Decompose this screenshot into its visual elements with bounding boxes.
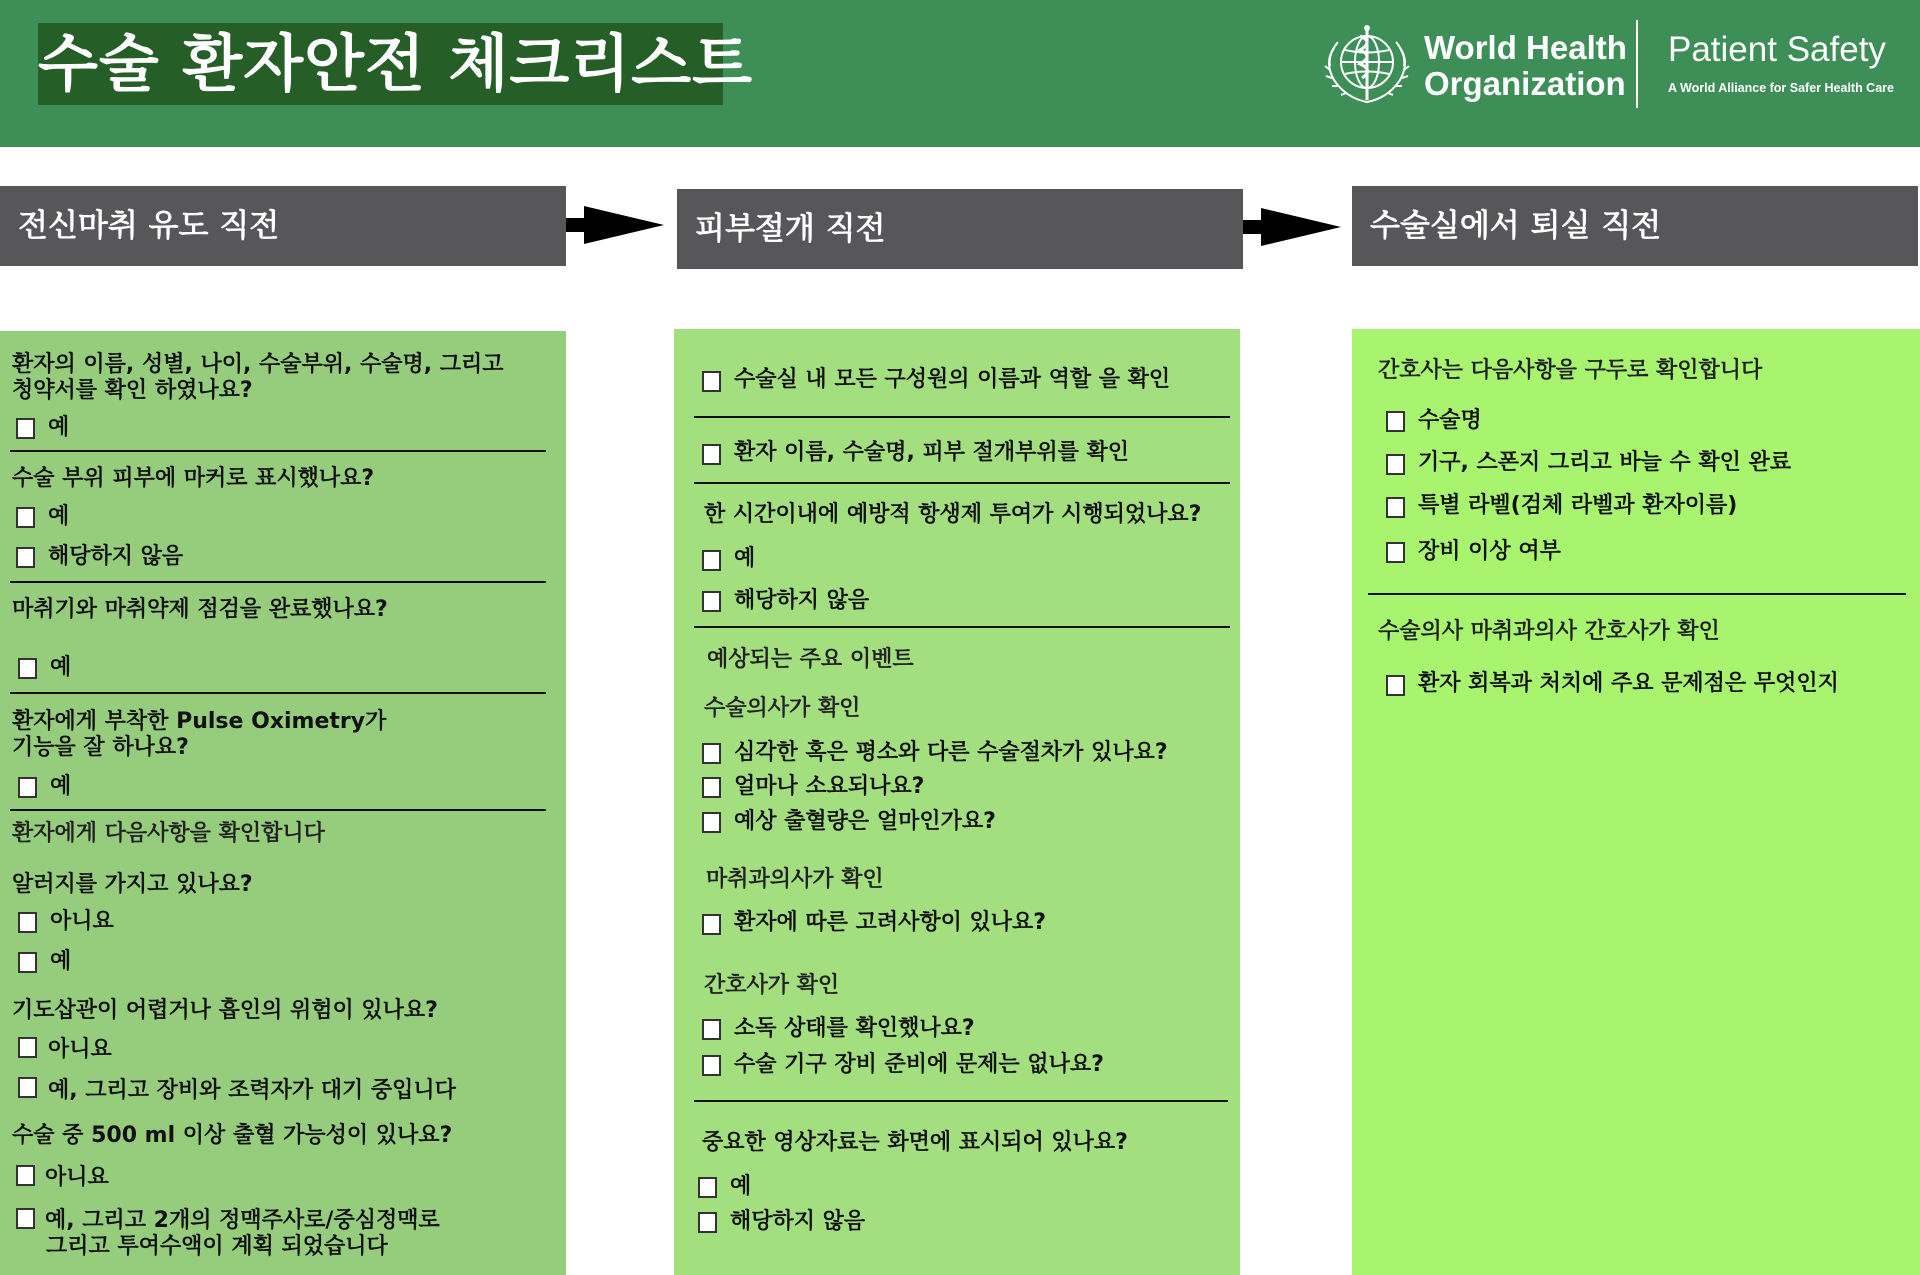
checkbox[interactable] [702,371,721,392]
checkbox[interactable] [18,658,37,679]
item-label: 기구, 스폰지 그리고 바늘 수 확인 완료 [1418,450,1792,475]
checkbox[interactable] [702,812,721,833]
option-line: 예, 그리고 2개의 정맥주사로/중심정맥로 [45,1208,440,1233]
question-pulse-oximeter [12,709,386,761]
header-divider [1636,20,1638,108]
option-label: 예 [50,949,72,974]
option-label: 예 [730,1174,752,1199]
checkbox[interactable] [702,914,721,935]
item-label: 얼마나 소요되나요? [734,774,925,799]
question-antibiotic: 한 시간이내에 예방적 항생제 투여가 시행되었나요? [704,502,1202,527]
section-heading: 수술의사가 확인 [704,696,861,721]
option-label: 예 [734,546,756,571]
item-label: 수술 기구 장비 준비에 문제는 없나요? [734,1052,1104,1077]
checkbox[interactable] [16,1208,35,1229]
checkbox[interactable] [16,418,35,439]
question-anesthesia-check: 마취기와 마취약제 점검을 완료했나요? [12,597,388,622]
question-airway-risk: 기도삽관이 어렵거나 흡인의 위험이 있나요? [12,998,438,1023]
checkbox[interactable] [16,547,35,568]
section-heading: 간호사가 확인 [704,973,840,998]
section-heading: 마취과의사가 확인 [706,867,884,892]
who-emblem-icon [1316,20,1418,108]
column-before-leaving-or [1352,329,1920,1275]
option-label: 예 [50,655,72,680]
option-label: 예, 그리고 장비와 조력자가 대기 중입니다 [48,1078,456,1103]
column-before-anesthesia [0,331,566,1275]
question-blood-loss: 수술 중 500 ml 이상 출혈 가능성이 있나요? [12,1123,453,1148]
checkbox[interactable] [16,507,35,528]
option-label: 해당하지 않음 [734,588,870,613]
checkbox[interactable] [698,1212,717,1233]
checkbox[interactable] [702,444,721,465]
checkbox[interactable] [702,550,721,571]
section-heading: 간호사는 다음사항을 구두로 확인합니다 [1378,358,1763,383]
item-label: 특별 라벨(검체 라벨과 환자이름) [1418,493,1738,518]
column-before-incision [674,329,1240,1275]
question-patient-identity [12,352,504,404]
section-divider [694,626,1230,628]
option-label: 아니요 [45,1165,109,1190]
checkbox[interactable] [702,1019,721,1040]
checkbox[interactable] [702,777,721,798]
checkbox[interactable] [18,1077,37,1098]
question-imaging: 중요한 영상자료는 화면에 표시되어 있나요? [702,1130,1128,1155]
phase-before-leaving-or: 수술실에서 퇴실 직전 [1352,186,1918,266]
phase-before-incision: 피부절개 직전 [677,189,1243,269]
section-divider [10,809,546,811]
who-name-line1: World Health [1424,29,1627,66]
section-divider [694,482,1230,484]
section-divider [10,581,546,583]
header-banner [0,0,1920,147]
option-label: 아니요 [48,1037,112,1062]
item-label: 예상 출혈량은 얼마인가요? [734,809,996,834]
patient-safety-subtitle: A World Alliance for Safer Health Care [1668,81,1894,95]
section-divider [1368,593,1906,595]
question-line: 환자에게 부착한 Pulse Oximetry가 [12,709,387,734]
option-label: 예 [48,415,70,440]
page-title: 수술 환자안전 체크리스트 [38,23,723,105]
section-divider [10,450,546,452]
item-label: 환자 이름, 수술명, 피부 절개부위를 확인 [734,440,1130,465]
arrow-right-icon [1243,206,1343,248]
question-allergy: 알러지를 가지고 있나요? [12,872,253,897]
checkbox[interactable] [18,952,37,973]
option-label: 예 [48,504,70,529]
item-label: 수술명 [1418,408,1482,433]
option-line: 그리고 투여수액이 계획 되었습니다 [46,1234,388,1259]
checkbox[interactable] [1386,411,1405,432]
section-heading: 예상되는 주요 이벤트 [707,647,914,672]
checkbox[interactable] [16,1165,35,1186]
question-line: 청약서를 확인 하였나요? [12,378,253,403]
checkbox[interactable] [1386,542,1405,563]
item-label: 장비 이상 여부 [1418,539,1561,564]
option-label: 해당하지 않음 [730,1209,866,1234]
patient-safety-title: Patient Safety [1668,30,1886,69]
option-label [45,1208,440,1260]
option-label: 아니요 [50,909,114,934]
section-divider [10,692,546,694]
question-line: 환자의 이름, 성별, 나이, 수술부위, 수술명, 그리고 [12,352,504,377]
checkbox[interactable] [18,777,37,798]
section-divider [694,416,1230,418]
item-label: 환자에 따른 고려사항이 있나요? [734,910,1047,935]
checkbox[interactable] [1386,675,1405,696]
checkbox[interactable] [18,1037,37,1058]
item-label: 환자 회복과 처치에 주요 문제점은 무엇인지 [1418,671,1839,696]
arrow-right-icon [566,204,666,246]
section-heading: 환자에게 다음사항을 확인합니다 [12,821,325,846]
who-organization-name [1424,30,1627,102]
phase-before-anesthesia: 전신마취 유도 직전 [0,186,566,266]
checkbox[interactable] [702,1055,721,1076]
question-line: 기능을 잘 하나요? [12,735,189,760]
checkbox[interactable] [1386,497,1405,518]
checkbox[interactable] [698,1177,717,1198]
question-site-marked: 수술 부위 피부에 마커로 표시했나요? [12,466,375,491]
item-label: 심각한 혹은 평소와 다른 수술절차가 있나요? [734,740,1168,765]
item-label: 수술실 내 모든 구성원의 이름과 역할 을 확인 [734,367,1171,392]
option-label: 해당하지 않음 [48,544,184,569]
item-label: 소독 상태를 확인했나요? [734,1016,975,1041]
section-divider [694,1100,1228,1102]
who-name-line2: Organization [1424,65,1626,102]
checkbox[interactable] [18,912,37,933]
option-label: 예 [50,774,72,799]
section-heading: 수술의사 마취과의사 간호사가 확인 [1378,619,1720,644]
checkbox[interactable] [702,743,721,764]
checkbox[interactable] [1386,454,1405,475]
checkbox[interactable] [702,591,721,612]
